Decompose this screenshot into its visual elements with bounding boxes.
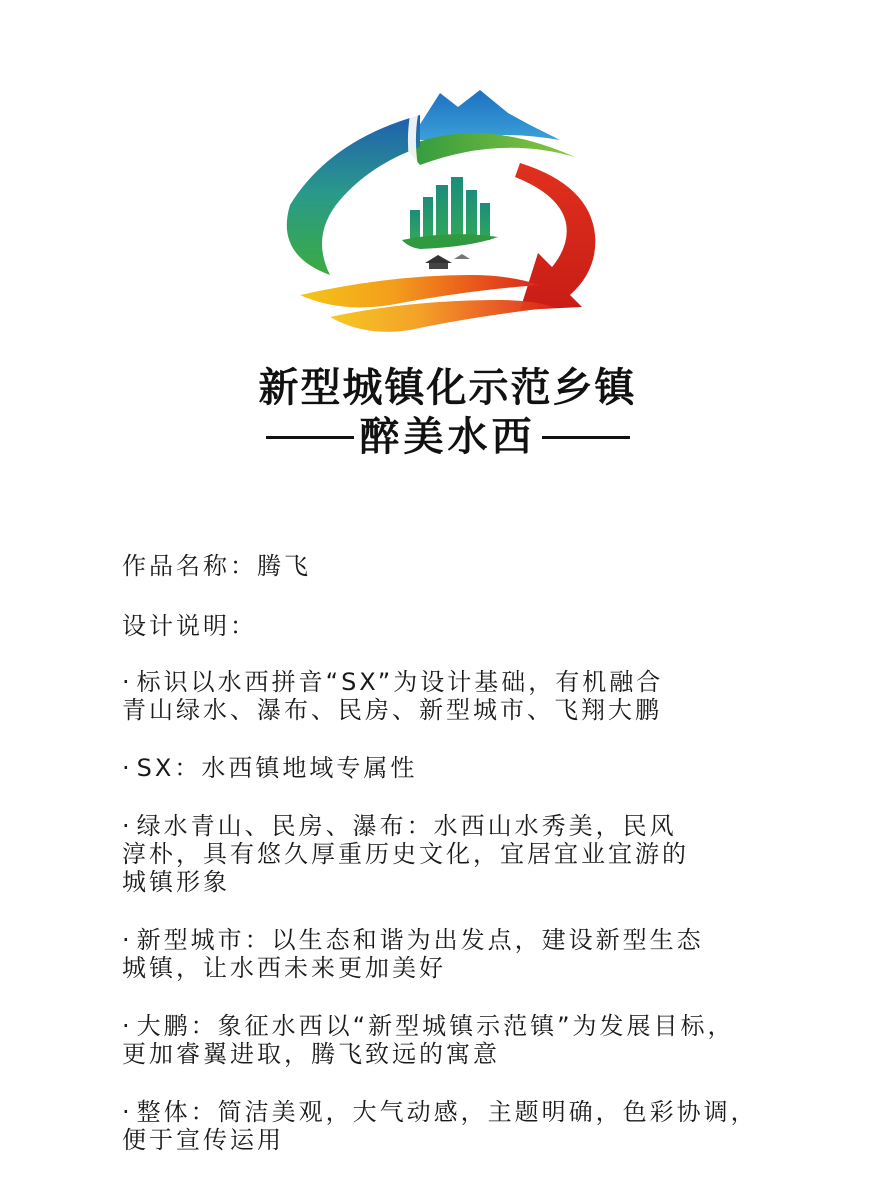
work-name: 作品名称：腾飞: [122, 552, 311, 580]
item-line: SX：水西镇地域专属性: [136, 754, 418, 782]
bullet: ·: [122, 754, 133, 782]
list-item: [122, 812, 852, 896]
item-line: 更加睿翼进取，腾飞致远的寓意: [122, 1040, 500, 1068]
slogan-sub-text: 醉美水西: [359, 414, 536, 460]
slogan-sub: [0, 412, 895, 462]
item-line: 便于宣传运用: [122, 1126, 284, 1154]
slogan-main: 新型城镇化示范乡镇: [258, 365, 637, 411]
bullet: ·: [122, 1012, 133, 1040]
item-line: 标识以水西拼音“SX”为设计基础，有机融合: [136, 668, 664, 696]
item-line: 城镇形象: [122, 868, 230, 896]
bullet: ·: [122, 668, 133, 696]
bullet: ·: [122, 1098, 133, 1126]
item-line: 淳朴，具有悠久厚重历史文化，宜居宜业宜游的: [122, 840, 689, 868]
left-dash: [266, 436, 354, 439]
design-description: [122, 552, 852, 1184]
item-line: 城镇，让水西未来更加美好: [122, 954, 446, 982]
list-item: [122, 1012, 852, 1068]
right-dash: [542, 436, 630, 439]
list-item: [122, 668, 852, 724]
list-item: [122, 754, 852, 782]
bullet: ·: [122, 812, 133, 840]
list-item: [122, 1098, 852, 1154]
item-line: 青山绿水、瀑布、民房、新型城市、飞翔大鹏: [122, 696, 662, 724]
design-label: 设计说明：: [122, 612, 257, 640]
item-line: 大鹏：象征水西以“新型城镇示范镇”为发展目标，: [136, 1012, 735, 1040]
list-item: [122, 926, 852, 982]
item-line: 整体：简洁美观，大气动感，主题明确，色彩协调，: [136, 1098, 758, 1126]
item-line: 绿水青山、民房、瀑布：水西山水秀美，民风: [136, 812, 677, 840]
item-line: 新型城市：以生态和谐为出发点，建设新型生态: [136, 926, 704, 954]
sx-tengfei-logo-icon: [270, 85, 630, 345]
bullet: ·: [122, 926, 133, 954]
